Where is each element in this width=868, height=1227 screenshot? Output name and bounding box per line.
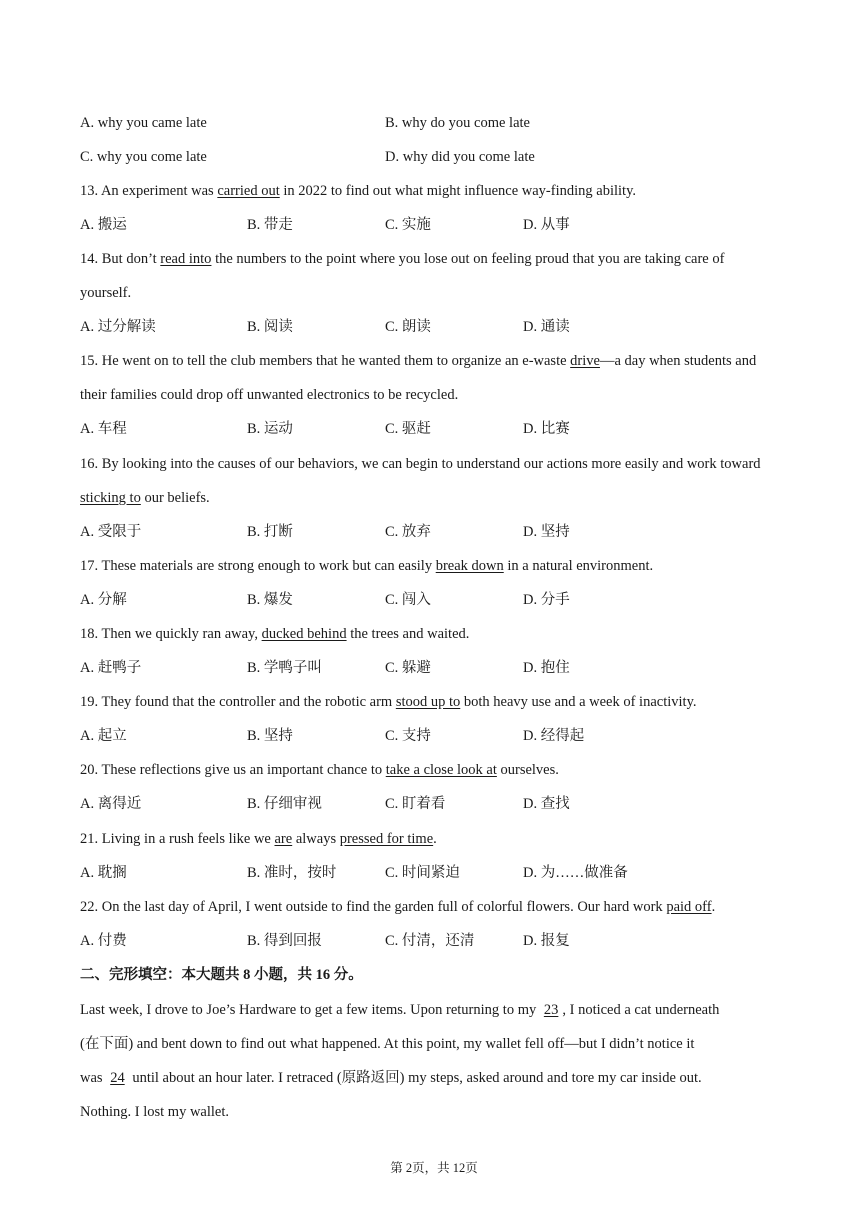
q20-text-post: ourselves. (496, 762, 559, 778)
q16-option-b: B. 打断 (247, 524, 293, 540)
q14-target-phrase: read into (160, 251, 212, 267)
passage-line-1 (80, 1000, 719, 1020)
q20-stem (80, 760, 559, 780)
q19-text-post: both heavy use and a week of inactivity. (460, 694, 697, 710)
q15-option-a: A. 车程 (80, 421, 127, 437)
q19-stem (80, 692, 697, 712)
q17-option-c: C. 闯入 (385, 592, 431, 608)
blank-24: 24 (110, 1070, 125, 1086)
q20-option-d: D. 查找 (523, 796, 570, 812)
q21-option-a: A. 耽搁 (80, 865, 127, 881)
q16-option-a: A. 受限于 (80, 524, 142, 540)
q21-target-phrase: pressed for time (339, 831, 434, 847)
q13-target-phrase: carried out (217, 183, 280, 199)
q14-stem-cont: yourself. (80, 285, 132, 301)
q15-target-phrase: drive (570, 353, 600, 369)
q16-stem-cont (80, 488, 210, 508)
q17-option-d: D. 分手 (523, 592, 570, 608)
q19-option-c: C. 支持 (385, 728, 431, 744)
q12-option-a: A. why you came late (80, 115, 207, 131)
passage-line-4: Nothing. I lost my wallet. (80, 1104, 230, 1120)
q19-target-phrase: stood up to (395, 694, 461, 710)
q17-option-b: B. 爆发 (247, 592, 293, 608)
q22-text-pre: 22. On the last day of April, I went outside to find the garden full of colorful flowers. Our hard work (80, 899, 667, 915)
q21-option-d: D. 为……做准备 (523, 865, 628, 881)
q13-option-c: C. 实施 (385, 217, 431, 233)
q22-stem (80, 897, 715, 917)
q14-option-c: C. 朗读 (385, 319, 431, 335)
q22-option-c: C. 付清，还清 (385, 933, 475, 949)
q13-option-a: A. 搬运 (80, 217, 127, 233)
q12-options-row-2 (80, 147, 535, 167)
q12-options-row-1 (80, 113, 530, 133)
q13-option-b: B. 带走 (247, 217, 293, 233)
q16-stem: 16. By looking into the causes of our behaviors, we can begin to understand our actions more easily and work toward (80, 456, 761, 472)
q12-option-c: C. why you come late (80, 149, 207, 165)
q15-option-d: D. 比赛 (523, 421, 570, 437)
q18-option-b: B. 学鸭子叫 (247, 660, 322, 676)
passage-text: was (80, 1070, 107, 1086)
q14-option-a: A. 过分解读 (80, 319, 156, 335)
section-2-heading: 二、完形填空：本大题共 8 小题，共 16 分。 (80, 967, 363, 983)
q12-option-b: B. why do you come late (385, 115, 530, 131)
q20-option-a: A. 离得近 (80, 796, 142, 812)
q16-option-d: D. 坚持 (523, 524, 570, 540)
q21-stem (80, 829, 437, 849)
q16-text-post: our beliefs. (140, 490, 210, 506)
q19-option-b: B. 坚持 (247, 728, 293, 744)
q21-text-post: . (433, 831, 437, 847)
passage-line-3 (80, 1068, 702, 1088)
q18-text-post: the trees and waited. (346, 626, 470, 642)
q17-text-post: in a natural environment. (503, 558, 654, 574)
q14-text-pre: 14. But don’t (80, 251, 161, 267)
q19-text-pre: 19. They found that the controller and the robotic arm (80, 694, 396, 710)
q22-option-b: B. 得到回报 (247, 933, 322, 949)
passage-text: , I noticed a cat underneath (562, 1002, 720, 1018)
q22-target-phrase: paid off (666, 899, 712, 915)
q14-stem (80, 249, 724, 269)
q12-option-d: D. why did you come late (385, 149, 535, 165)
q20-text-pre: 20. These reflections give us an important chance to (80, 762, 386, 778)
page-footer: 第 2页，共 12页 (390, 1161, 478, 1175)
q21-target-word: are (274, 831, 293, 847)
q15-text-pre: 15. He went on to tell the club members that he wanted them to organize an e-waste (80, 353, 571, 369)
q17-target-phrase: break down (435, 558, 504, 574)
q14-text-post: the numbers to the point where you lose out on feeling proud that you are taking care of (211, 251, 725, 267)
q17-stem (80, 556, 653, 576)
q16-option-c: C. 放弃 (385, 524, 431, 540)
q14-option-b: B. 阅读 (247, 319, 293, 335)
q15-stem (80, 351, 756, 371)
passage-text: until about an hour later. I retraced (原路返回) my steps, asked around and tore my car inside out. (128, 1070, 702, 1086)
q13-text-post: in 2022 to find out what might influence way-finding ability. (279, 183, 636, 199)
q13-stem (80, 181, 636, 201)
q18-option-d: D. 抱住 (523, 660, 570, 676)
q15-stem-cont: their families could drop off unwanted electronics to be recycled. (80, 387, 459, 403)
q13-text-pre: 13. An experiment was (80, 183, 218, 199)
q16-target-phrase: sticking to (80, 490, 141, 506)
q21-text-pre: 21. Living in a rush feels like we (80, 831, 275, 847)
blank-23: 23 (543, 1002, 559, 1018)
q17-text-pre: 17. These materials are strong enough to work but can easily (80, 558, 436, 574)
q15-option-c: C. 驱赶 (385, 421, 431, 437)
q22-option-a: A. 付费 (80, 933, 127, 949)
q20-option-c: C. 盯着看 (385, 796, 446, 812)
q18-target-phrase: ducked behind (261, 626, 347, 642)
q22-text-post: . (711, 899, 716, 915)
passage-text: Last week, I drove to Joe’s Hardware to get a few items. Upon returning to my (80, 1002, 540, 1018)
q22-option-d: D. 报复 (523, 933, 570, 949)
q21-option-b: B. 准时，按时 (247, 865, 337, 881)
passage-line-2: (在下面) and bent down to find out what happened. At this point, my wallet fell off—but I didn’t notice it (80, 1036, 695, 1052)
q14-option-d: D. 通读 (523, 319, 570, 335)
q15-text-post: —a day when students and (599, 353, 757, 369)
q18-text-pre: 18. Then we quickly ran away, (80, 626, 262, 642)
q18-option-a: A. 赶鸭子 (80, 660, 142, 676)
q20-target-phrase: take a close look at (385, 762, 497, 778)
q21-option-c: C. 时间紧迫 (385, 865, 460, 881)
q18-option-c: C. 躲避 (385, 660, 431, 676)
q15-option-b: B. 运动 (247, 421, 293, 437)
q21-text-mid: always (292, 831, 340, 847)
q19-option-a: A. 起立 (80, 728, 127, 744)
q17-option-a: A. 分解 (80, 592, 127, 608)
q13-option-d: D. 从事 (523, 217, 570, 233)
q20-option-b: B. 仔细审视 (247, 796, 322, 812)
q18-stem (80, 624, 469, 644)
q19-option-d: D. 经得起 (523, 728, 585, 744)
